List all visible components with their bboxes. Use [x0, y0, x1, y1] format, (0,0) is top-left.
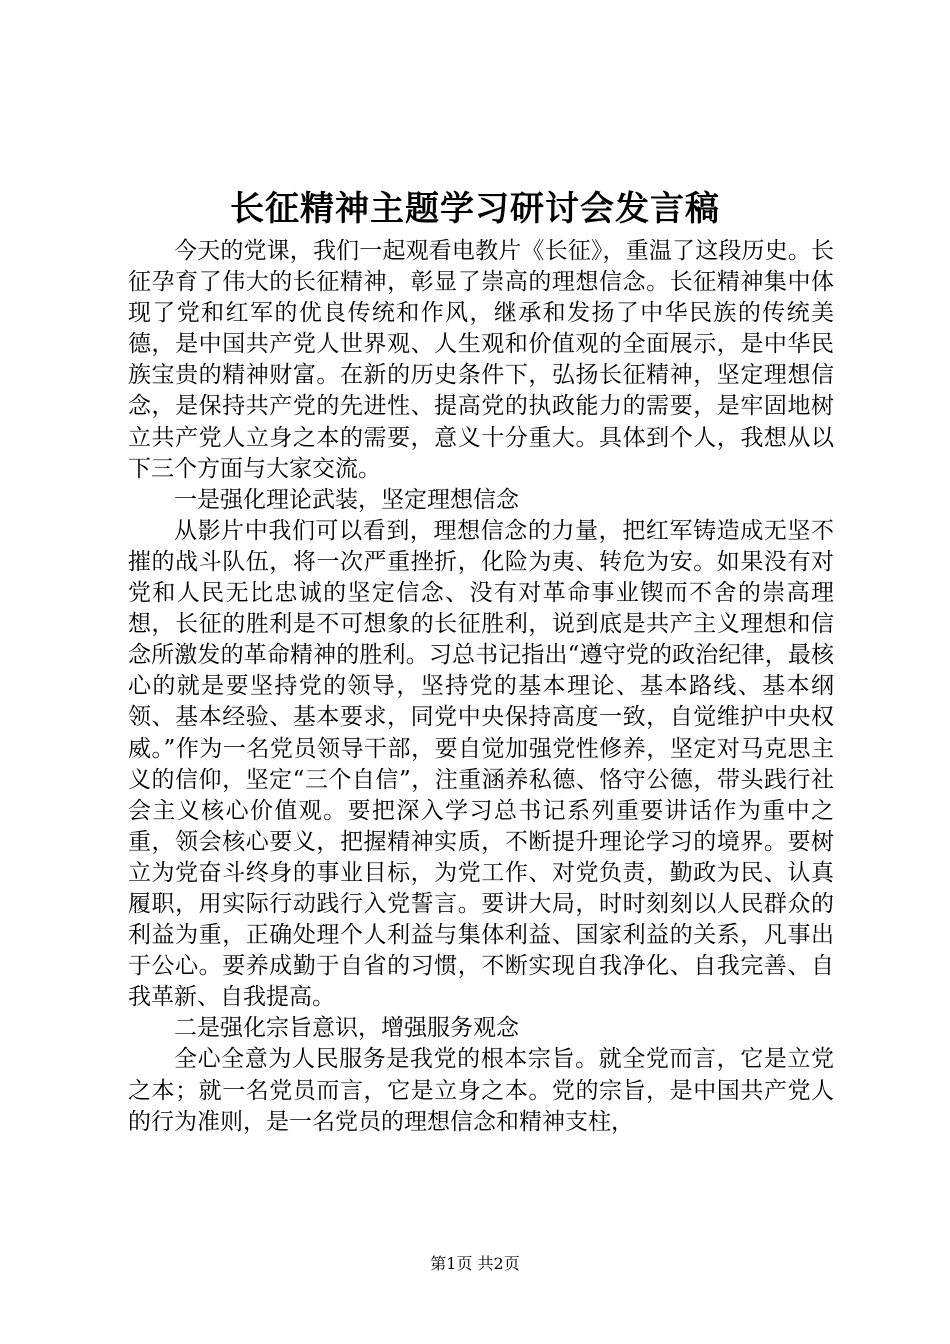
- paragraph-section-2: 全心全意为人民服务是我党的根本宗旨。就全党而言，它是立党之本；就一名党员而言，它是立身之本。党的宗旨，是中国共产党人的行为准则，是一名党员的理想信念和精神支柱，: [128, 1046, 834, 1135]
- document-body: [128, 236, 834, 1138]
- document-title: 长征精神主题学习研讨会发言稿: [230, 189, 720, 229]
- paragraph-intro: 今天的党课，我们一起观看电教片《长征》，重温了这段历史。长征孕育了伟大的长征精神，彰显了崇高的理想信念。长征精神集中体现了党和红军的优良传统和作风，继承和发扬了中华民族的传统美德，是中国共产党人世界观、人生观和价值观的全面展示，是中华民族宝贵的精神财富。在新的历史条件下，弘扬长征精神，坚定理想信念，是保持共产党的先进性、提高党的执政能力的需要，是牢固地树立共产党人立身之本的需要，意义十分重大。具体到个人，我想从以下三个方面与大家交流。: [128, 238, 834, 482]
- section-heading-1: 一是强化理论武装，坚定理想信念: [174, 486, 519, 513]
- paragraph-section-1: 从影片中我们可以看到，理想信念的力量，把红军铸造成无坚不摧的战斗队伍，将一次严重挫折，化险为夷、转危为安。如果没有对党和人民无比忠诚的坚定信念、没有对革命事业锲而不舍的崇高理想，长征的胜利是不可想象的长征胜利，说到底是共产主义理想和信念所激发的革命精神的胜利。习总书记指出“遵守党的政治纪律，最核心的就是要坚持党的领导，坚持党的基本理论、基本路线、基本纲领、基本经验、基本要求，同党中央保持高度一致，自觉维护中央权威。”作为一名党员领导干部，要自觉加强党性修养，坚定对马克思主义的信仰，坚定“三个自信”，注重涵养私德、恪守公德，带头践行社会主义核心价值观。要把深入学习总书记系列重要讲话作为重中之重，领会核心要义，把握精神实质，不断提升理论学习的境界。要树立为党奋斗终身的事业目标，为党工作、对党负责，勤政为民、认真履职，用实际行动践行入党誓言。要讲大局，时时刻刻以人民群众的利益为重，正确处理个人利益与集体利益、国家利益的关系，凡事出于公心。要养成勤于自省的习惯，不断实现自我净化、自我完善、自我革新、自我提高。: [128, 517, 834, 1011]
- page-number-footer: 第1页 共2页: [430, 1254, 520, 1273]
- section-heading-2: 二是强化宗旨意识，增强服务观念: [174, 1015, 519, 1042]
